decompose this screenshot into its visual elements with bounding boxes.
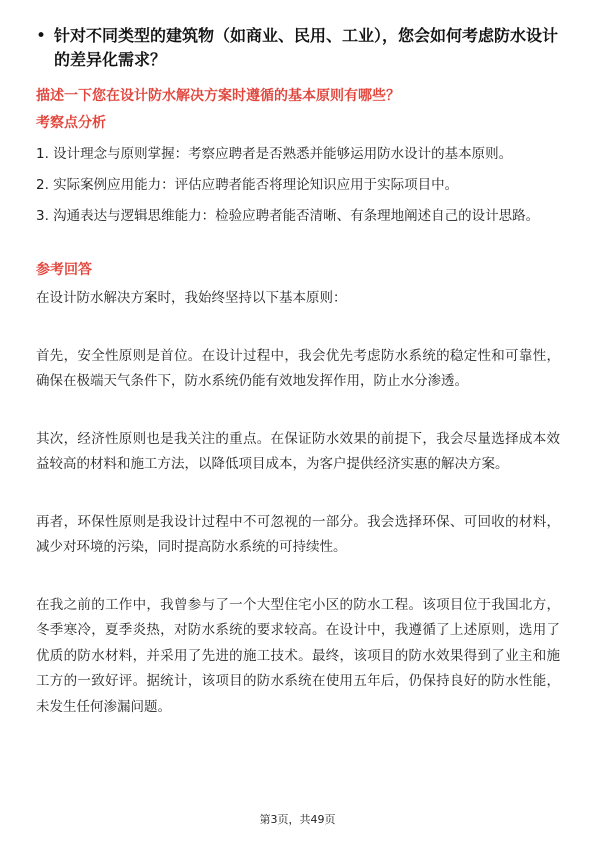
bullet-marker: • (36, 26, 47, 46)
answer-paragraph: 在设计防水解决方案时，我始终坚持以下基本原则： (36, 290, 347, 306)
question-title: 描述一下您在设计防水解决方案时遵循的基本原则有哪些？ (36, 88, 400, 104)
answer-paragraph: 首先，安全性原则是首位。在设计过程中，我会优先考虑防水系统的稳定性和可靠性，确保在极端天气条件下，防水系统仍能有效地发挥作用，防止水分渗透。 (36, 347, 560, 389)
analysis-item: 3. 沟通表达与逻辑思维能力：检验应聘者能否清晰、有条理地阐述自己的设计思路。 (36, 208, 540, 224)
analysis-heading: 考察点分析 (36, 115, 106, 131)
answer-paragraph: 其次，经济性原则也是我关注的重点。在保证防水效果的前提下，我会尽量选择成本效益较高的材料和施工方法，以降低项目成本，为客户提供经济实惠的解决方案。 (36, 430, 560, 472)
answer-paragraph: 在我之前的工作中，我曾参与了一个大型住宅小区的防水工程。该项目位于我国北方，冬季寒冷，夏季炎热，对防水系统的要求较高。在设计中，我遵循了上述原则，选用了优质的防水材料，并采用了先进的施工技术。最终，该项目的防水效果得到了业主和施工方的一致好评。据统计，该项目的防水系统在使用五年后，仍保持良好的防水性能，未发生任何渗漏问题。 (36, 596, 560, 715)
analysis-item: 2. 实际案例应用能力：评估应聘者能否将理论知识应用于实际项目中。 (36, 177, 459, 193)
answer-heading: 参考回答 (36, 262, 92, 278)
bullet-question (36, 24, 566, 72)
answer-paragraph: 再者，环保性原则是我设计过程中不可忽视的一部分。我会选择环保、可回收的材料，减少对环境的污染，同时提高防水系统的可持续性。 (36, 513, 560, 555)
analysis-item: 1. 设计理念与原则掌握：考察应聘者是否熟悉并能够运用防水设计的基本原则。 (36, 146, 513, 162)
page-number-footer: 第3页，共49页 (259, 813, 336, 826)
answer-body (36, 286, 560, 752)
analysis-list (36, 142, 560, 235)
bullet-question-text: 针对不同类型的建筑物（如商业、民用、工业），您会如何考虑防水设计的差异化需求？ (54, 26, 559, 69)
